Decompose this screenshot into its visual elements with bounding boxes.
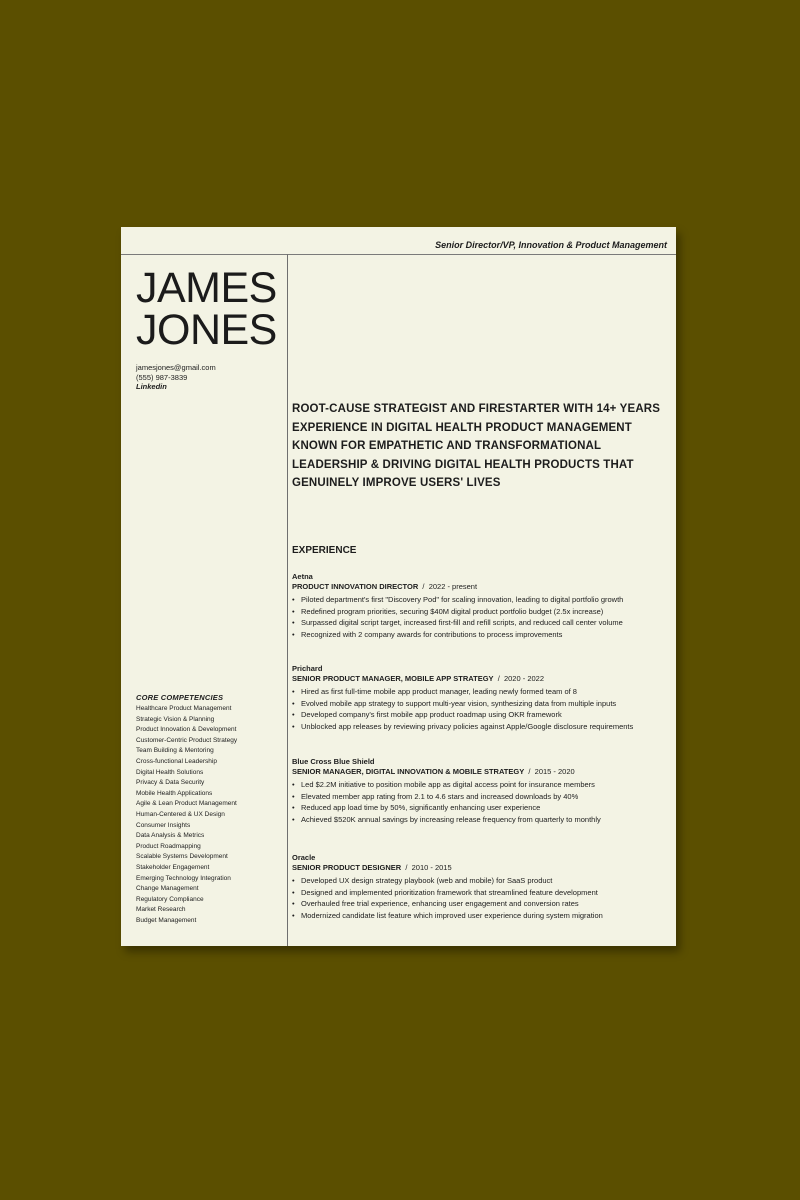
competency-item: Digital Health Solutions <box>136 768 204 776</box>
job-bullets <box>292 779 672 826</box>
competency-item: Budget Management <box>136 916 197 924</box>
competency-item: Emerging Technology Integration <box>136 874 231 882</box>
resume-page <box>121 227 676 946</box>
job-entry <box>292 664 672 733</box>
job-title-line: SENIOR MANAGER, DIGITAL INNOVATION & MOBILE STRATEGY / 2015 - 2020 <box>292 767 575 776</box>
competency-item: Strategic Vision & Planning <box>136 715 215 723</box>
job-bullet: • Achieved $520K annual savings by increasing release frequency from quarterly to monthly <box>292 814 672 826</box>
job-bullet: • Overhauled free trial experience, enhancing user engagement and conversion rates <box>292 898 672 910</box>
job-dates: 2015 - 2020 <box>534 767 575 776</box>
competency-item: Cross-functional Leadership <box>136 757 217 765</box>
competency-item: Scalable Systems Development <box>136 853 228 861</box>
job-bullet: • Recognized with 2 company awards for contributions to process improvements <box>292 629 672 641</box>
job-entry <box>292 853 672 922</box>
role-title: Senior Director/VP, Innovation & Product Management <box>435 240 667 250</box>
competency-item: Human-Centered & UX Design <box>136 810 225 818</box>
competencies-list <box>136 704 281 926</box>
job-bullet: • Modernized candidate list feature which improved user experience during system migration <box>292 910 672 922</box>
first-name: JAMES <box>136 264 277 312</box>
job-bullet: • Evolved mobile app strategy to support multi-year vision, synthesizing data from multiple inputs <box>292 698 672 710</box>
job-title-line: SENIOR PRODUCT MANAGER, MOBILE APP STRATEGY / 2020 - 2022 <box>292 674 545 683</box>
job-bullet: • Designed and implemented prioritization framework that streamlined feature development <box>292 887 672 899</box>
job-bullet: • Hired as first full-time mobile app product manager, leading newly formed team of 8 <box>292 686 672 698</box>
summary-statement: ROOT-CAUSE STRATEGIST AND FIRESTARTER WITH 14+ YEARS EXPERIENCE IN DIGITAL HEALTH PRODUCT MANAGEMENT KNOWN FOR EMPATHETIC AND TRANSFORMATIONAL LEADERSHIP & DRIVING DIGITAL HEALTH PRODUCTS THAT GENUINELY IMPROVE USERS' LIVES <box>292 403 661 489</box>
job-bullet: • Surpassed digital script target, increased first-fill and refill scripts, and reduced call center volume <box>292 617 672 629</box>
job-bullets <box>292 686 672 733</box>
competency-item: Product Innovation & Development <box>136 726 237 734</box>
competency-item: Change Management <box>136 885 199 893</box>
company-name: Blue Cross Blue Shield <box>292 757 375 766</box>
phone: (555) 987-3839 <box>136 372 188 382</box>
competency-item: Data Analysis & Metrics <box>136 832 205 840</box>
job-bullet: • Reduced app load time by 50%, significantly enhancing user experience <box>292 802 672 814</box>
core-competencies <box>136 693 281 926</box>
job-bullet: • Elevated member app rating from 2.1 to 4.6 stars and increased downloads by 40% <box>292 791 672 803</box>
job-bullet: • Developed UX design strategy playbook (web and mobile) for SaaS product <box>292 875 672 887</box>
competency-item: Market Research <box>136 906 186 914</box>
job-bullets <box>292 594 672 641</box>
header-bar <box>121 227 676 255</box>
competencies-heading: CORE COMPETENCIES <box>136 693 224 702</box>
linkedin-link[interactable]: Linkedin <box>136 382 167 391</box>
last-name: JONES <box>136 306 277 354</box>
job-title-line: SENIOR PRODUCT DESIGNER / 2010 - 2015 <box>292 863 452 872</box>
competency-item: Healthcare Product Management <box>136 705 232 712</box>
job-entry <box>292 757 672 826</box>
competency-item: Stakeholder Engagement <box>136 863 210 871</box>
job-bullet: • Led $2.2M initiative to position mobile app as digital access point for insurance members <box>292 779 672 791</box>
job-dates: 2010 - 2015 <box>411 863 452 872</box>
company-name: Aetna <box>292 572 313 581</box>
job-bullet: • Redefined program priorities, securing $40M digital product portfolio budget (2.5x increase) <box>292 606 672 618</box>
competency-item: Team Building & Mentoring <box>136 747 214 755</box>
company-name: Prichard <box>292 664 323 673</box>
job-bullets <box>292 875 672 922</box>
experience-heading: EXPERIENCE <box>292 545 357 556</box>
job-title: SENIOR MANAGER, DIGITAL INNOVATION & MOBILE STRATEGY <box>292 767 525 776</box>
contact-info <box>136 363 216 392</box>
competency-item: Privacy & Data Security <box>136 779 205 787</box>
company-name: Oracle <box>292 853 316 862</box>
competency-item: Regulatory Compliance <box>136 895 204 903</box>
competency-item: Mobile Health Applications <box>136 789 213 797</box>
competency-item: Consumer Insights <box>136 821 191 829</box>
job-title: PRODUCT INNOVATION DIRECTOR <box>292 582 419 591</box>
job-bullet: • Developed company's first mobile app product roadmap using OKR framework <box>292 709 672 721</box>
job-bullet: • Unblocked app releases by reviewing privacy policies against Apple/Google disclosure requirements <box>292 721 672 733</box>
competency-item: Product Roadmapping <box>136 842 201 850</box>
column-divider <box>287 254 288 946</box>
job-dates: 2020 - 2022 <box>503 674 545 683</box>
job-title: SENIOR PRODUCT MANAGER, MOBILE APP STRATEGY <box>292 674 494 683</box>
email[interactable]: jamesjones@gmail.com <box>136 363 216 372</box>
job-entry <box>292 572 672 641</box>
job-bullet: • Piloted department's first "Discovery Pod" for scaling innovation, leading to digital portfolio growth <box>292 594 672 606</box>
job-dates: 2022 - present <box>428 582 478 591</box>
job-title-line: PRODUCT INNOVATION DIRECTOR / 2022 - present <box>292 582 478 591</box>
competency-item: Agile & Lean Product Management <box>136 800 237 808</box>
job-title: SENIOR PRODUCT DESIGNER <box>292 863 402 872</box>
candidate-name <box>136 264 277 354</box>
competency-item: Customer-Centric Product Strategy <box>136 736 238 744</box>
